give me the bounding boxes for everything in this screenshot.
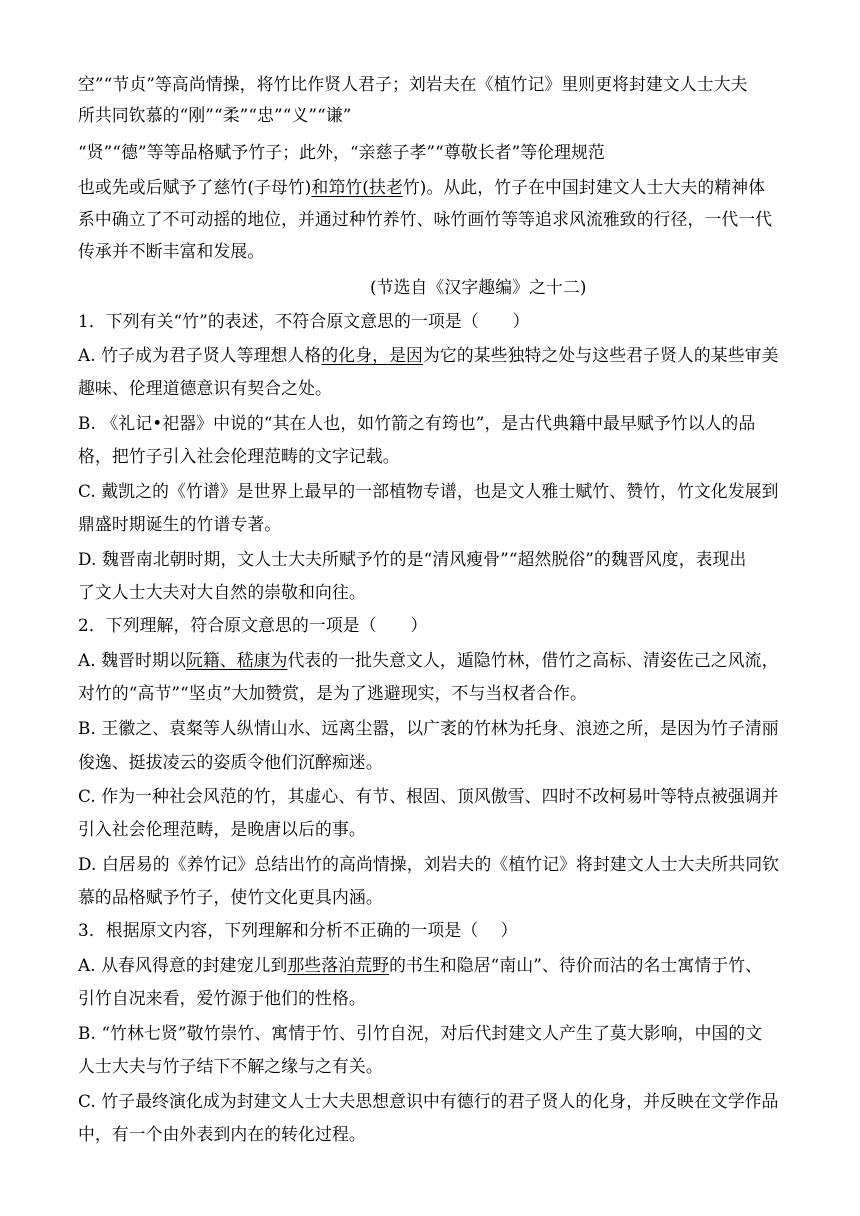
q1-option-d-line-2: 了文人士大夫对大自然的崇敬和向往。 [78, 582, 366, 602]
underlined-phrase: 和笻竹(扶老 [311, 177, 403, 197]
q1-option-b-line-1: B. 《礼记•祀器》中说的“其在人也，如竹箭之有筠也”，是古代典籍中最早赋予竹以人的品 [78, 413, 756, 433]
q3-option-a-text: A. 从春风得意的封建宠儿到 [78, 955, 288, 975]
q2-option-a-line-1 [78, 649, 779, 671]
underlined-phrase: 阮籍、嵇康为 [185, 650, 288, 670]
q1-option-c-line-1: C. 戴凯之的《竹谱》是世界上最早的一部植物专谱，也是文人雅士赋竹、赞竹，竹文化发展到 [78, 481, 779, 501]
passage-line-4-text-end: 竹)。从此，竹子在中国封建文人士大夫的精神体 [402, 177, 766, 197]
q3-option-b-line-2: 人士大夫与竹子结下不解之缘与之有关。 [78, 1056, 383, 1076]
q2-option-c-line-2: 引入社会伦理范畴，是晚唐以后的事。 [78, 819, 366, 839]
q1-option-b-line-2: 格，把竹子引入社会伦理范畴的文字记载。 [78, 446, 400, 466]
q2-option-a-text: A. 魏晋时期以 [78, 650, 186, 670]
passage-line-4-text: 也或先或后赋予了慈竹(子母竹) [78, 177, 312, 197]
q2-option-a-line-2: 对竹的“高节”“坚贞”大加赞赏，是为了逃避现实，不与当权者合作。 [78, 683, 587, 703]
underlined-phrase: 的化身，是因 [321, 345, 423, 365]
passage-line-4 [78, 176, 765, 198]
q3-option-c-line-1: C. 竹子最终演化成为封建文人士大夫思想意识中有德行的君子贤人的化身，并反映在文学作品 [78, 1091, 779, 1111]
q2-option-a-text-end: 代表的一批失意文人，遁隐竹林，借竹之高标、清姿佐己之风流， [287, 650, 779, 670]
q2-option-d-line-2: 慕的品格赋予竹子，使竹文化更具内涵。 [78, 887, 383, 907]
passage-line-1: 空”“节贞”等高尚情操，将竹比作贤人君子；刘岩夫在《植竹记》里则更将封建文人士大夫 [78, 74, 748, 94]
q1-option-d-line-1: D. 魏晋南北朝时期，文人士大夫所赋予竹的是“清风瘦骨”“超然脱俗”的魏晋风度，表现出 [78, 549, 747, 569]
q2-option-d-line-1: D. 白居易的《养竹记》总结出竹的高尚情操，刘岩夫的《植竹记》将封建文人士大夫所共同钦 [78, 854, 780, 874]
q2-option-b-line-2: 俊逸、挺拔凌云的姿质令他们沉醉痴迷。 [78, 752, 383, 772]
q1-option-a-text: A. 竹子成为君子贤人等理想人格 [78, 345, 322, 365]
passage-line-5: 系中确立了不可动摇的地位，并通过种竹养竹、咏竹画竹等等追求风流雅致的行径，一代一代 [78, 209, 773, 229]
question-2-stem: 2．下列理解，符合原文意思的一项是（ ） [78, 615, 428, 635]
passage-line-6: 传承并不断丰富和发展。 [78, 241, 265, 261]
q1-option-c-line-2: 鼎盛时期诞生的竹谱专著。 [78, 514, 282, 534]
question-1-stem: 1．下列有关“竹”的表述，不符合原文意思的一项是（ ） [78, 311, 530, 331]
question-3-stem: 3．根据原文内容，下列理解和分析不正确的一项是（ ） [78, 920, 518, 940]
q1-option-a-line-2: 趣味、伦理道德意识有契合之处。 [78, 378, 332, 398]
passage-line-3: “贤”“德”等等品格赋予竹子；此外，“亲慈子孝”“尊敬长者”等伦理规范 [78, 142, 605, 162]
q3-option-a-line-1 [78, 954, 762, 976]
q3-option-a-line-2: 引竹自况来看，爱竹源于他们的性格。 [78, 988, 366, 1008]
passage-line-2: 所共同钦慕的“刚”“柔”“忠”“义”“谦” [78, 105, 352, 125]
q1-option-a-line-1 [78, 344, 779, 366]
q3-option-b-line-1: B. “竹林七贤”敬竹崇竹、寓情于竹、引竹自況，对后代封建文人产生了莫大影响，中国的文 [78, 1023, 763, 1043]
underlined-phrase: 那些落泊荒野 [287, 955, 390, 975]
q1-option-a-text-end: 为它的某些独特之处与这些君子贤人的某些审美 [422, 345, 779, 365]
source-citation: (节选自《汉字趣编》之十二) [370, 277, 587, 297]
q3-option-c-line-2: 中，有一个由外表到内在的转化过程。 [78, 1124, 366, 1144]
q2-option-c-line-1: C. 作为一种社会风范的竹，其虚心、有节、根固、顶风傲雪、四时不改柯易叶等特点被强调并 [78, 786, 779, 806]
q2-option-b-line-1: B. 王徽之、袁粲等人纵情山水、远离尘嚣，以广袤的竹林为托身、浪迹之所，是因为竹子清丽 [78, 718, 779, 738]
q3-option-a-text-end: 的书生和隐居“南山”、待价而沽的名士寓情于竹、 [389, 955, 763, 975]
